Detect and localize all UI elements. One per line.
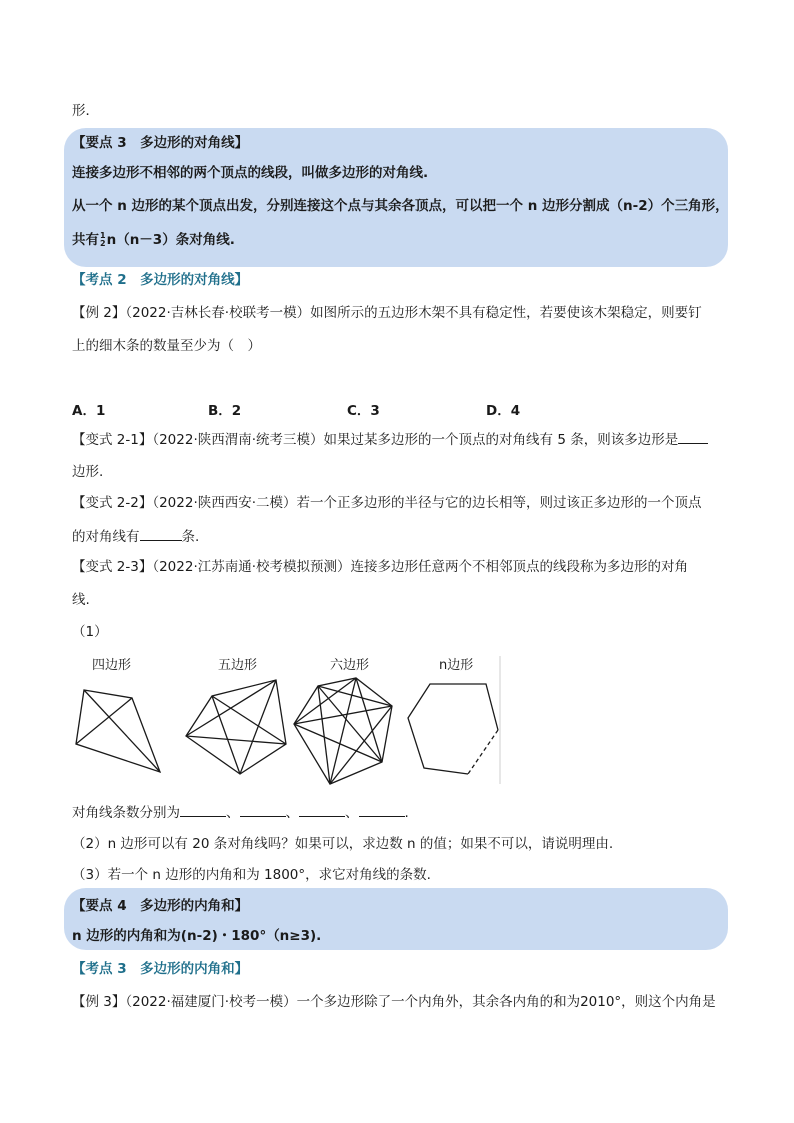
polygon-diagonals-figure — [72, 652, 512, 788]
example-2-option-a: A．1 — [72, 403, 106, 419]
label-pentagon: 五边形 — [218, 658, 258, 673]
variant-2-2-line2: 的对角线有 条. — [72, 526, 199, 547]
variant-2-3-line2: 线. — [72, 592, 90, 608]
variant-2-3-part1: （1） — [72, 624, 108, 640]
variant-2-1-line2: 边形. — [72, 464, 104, 480]
example-3-line1: 【例 3】（2022·福建厦门·校考一模）一个多边形除了一个内角外，其余各内角的和为2010°，则这个内角是 — [72, 994, 716, 1010]
variant-2-2-line1: 【变式 2-2】（2022·陕西西安·二模）若一个正多边形的半径与它的边长相等，则过该正多边形的一个顶点 — [72, 495, 702, 511]
kaodian-3-heading: 【考点 3 多边形的内角和】 — [72, 961, 249, 977]
answer-blank-hexagon — [299, 802, 345, 817]
n-gon-shape — [408, 684, 498, 774]
hexagon-shape — [294, 678, 392, 784]
answer-blank-pentagon — [240, 802, 286, 817]
quadrilateral-shape — [76, 690, 160, 772]
variant-2-3-line1: 【变式 2-3】（2022·江苏南通·校考模拟预测）连接多边形任意两个不相邻顶点的线段称为多边形的对角 — [72, 559, 689, 575]
example-2-line1: 【例 2】（2022·吉林长春·校联考一模）如图所示的五边形木架不具有稳定性，若要使该木架稳定，则要钉 — [72, 305, 702, 321]
label-hexagon: 六边形 — [330, 658, 370, 673]
fraction-one-half: 1 2 — [100, 231, 106, 248]
key-point-3-line1: 连接多边形不相邻的两个顶点的线段，叫做多边形的对角线. — [72, 165, 429, 181]
key-point-4-box — [64, 888, 728, 950]
example-2-option-c: C．3 — [347, 403, 380, 419]
example-2-option-d: D．4 — [486, 403, 521, 419]
variant-2-3-part3: （3）若一个 n 边形的内角和为 1800°，求它对角线的条数. — [72, 867, 431, 883]
answer-blank — [678, 429, 708, 444]
line3-pre: 共有 — [72, 232, 99, 248]
example-2-option-b: B．2 — [208, 403, 242, 419]
diagonal-counts-line: 对角线条数分别为 、 、 、 . — [72, 802, 409, 823]
pentagon-shape — [186, 680, 286, 774]
key-point-3-title: 【要点 3 多边形的对角线】 — [72, 135, 249, 151]
key-point-3-line3 — [72, 230, 235, 250]
variant-2-3-part2: （2）n 边形可以有 20 条对角线吗？如果可以，求边数 n 的值；如果不可以，请说明理由. — [72, 836, 614, 852]
example-2-line2: 上的细木条的数量至少为（ ） — [72, 338, 261, 354]
label-quadrilateral: 四边形 — [92, 658, 132, 673]
key-point-4-title: 【要点 4 多边形的内角和】 — [72, 898, 249, 914]
answer-blank — [140, 526, 182, 541]
answer-blank-n-gon — [359, 802, 405, 817]
line3-post: n（n－3）条对角线. — [106, 232, 235, 248]
key-point-4-line1: n 边形的内角和为(n-2)・180°（n≥3). — [72, 928, 322, 944]
answer-blank-quadrilateral — [180, 802, 226, 817]
label-n-gon: n边形 — [439, 658, 474, 673]
top-fragment: 形． — [72, 103, 99, 119]
key-point-3-line2: 从一个 n 边形的某个顶点出发，分别连接这个点与其余各顶点，可以把一个 n 边形分割成（n-2）个三角形， — [72, 198, 729, 214]
variant-2-1-line1: 【变式 2-1】（2022·陕西渭南·统考三模）如果过某多边形的一个顶点的对角线有 5 条，则该多边形是 — [72, 429, 708, 450]
kaodian-2-heading: 【考点 2 多边形的对角线】 — [72, 272, 249, 288]
key-point-3-box — [64, 128, 728, 267]
